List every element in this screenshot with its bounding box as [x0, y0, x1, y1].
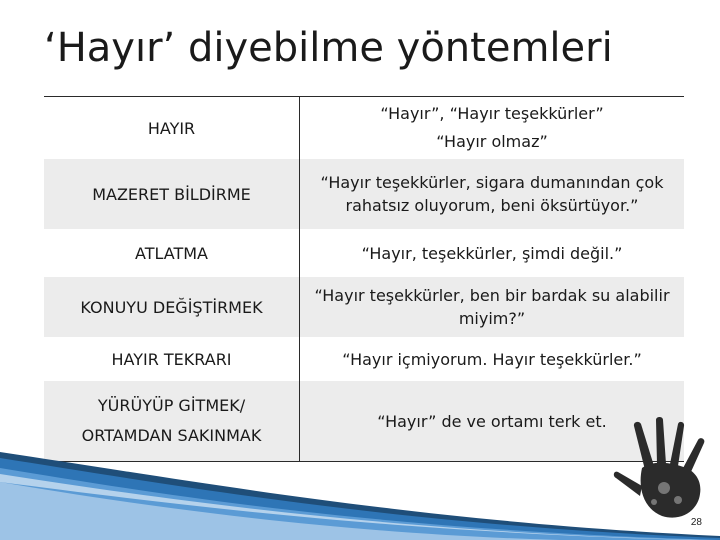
- table-row: [44, 229, 684, 277]
- example-cell: “Hayır, teşekkürler, şimdi değil.”: [300, 229, 684, 277]
- table-row: [44, 381, 684, 461]
- example-cell: “Hayır teşekkürler, sigara dumanından çok rahatsız oluyorum, beni öksürtüyor.”: [300, 159, 684, 229]
- method-text: YÜRÜYÜP GİTMEK/ ORTAMDAN SAKINMAK: [81, 396, 262, 445]
- example-text: “Hayır”, “Hayır teşekkürler” “Hayır olmaz”: [380, 104, 604, 151]
- table-row: [44, 277, 684, 337]
- method-cell: ATLATMA: [44, 229, 300, 277]
- hand-print-icon: [612, 416, 712, 526]
- method-cell: HAYIR TEKRARI: [44, 337, 300, 381]
- method-cell: HAYIR: [44, 97, 300, 159]
- method-cell: KONUYU DEĞİŞTİRMEK: [44, 277, 300, 337]
- table-row: [44, 159, 684, 229]
- methods-table: [44, 96, 684, 462]
- method-cell: [44, 381, 300, 461]
- page-number: 28: [690, 517, 702, 528]
- example-cell: “Hayır” de ve ortamı terk et.: [300, 381, 684, 461]
- slide-title: ‘Hayır’ diyebilme yöntemleri: [44, 25, 613, 71]
- method-cell: MAZERET BİLDİRME: [44, 159, 300, 229]
- table-row: [44, 337, 684, 381]
- example-cell: [300, 97, 684, 159]
- table-row: [44, 97, 684, 159]
- example-cell: “Hayır teşekkürler, ben bir bardak su alabilir miyim?”: [300, 277, 684, 337]
- example-cell: “Hayır içmiyorum. Hayır teşekkürler.”: [300, 337, 684, 381]
